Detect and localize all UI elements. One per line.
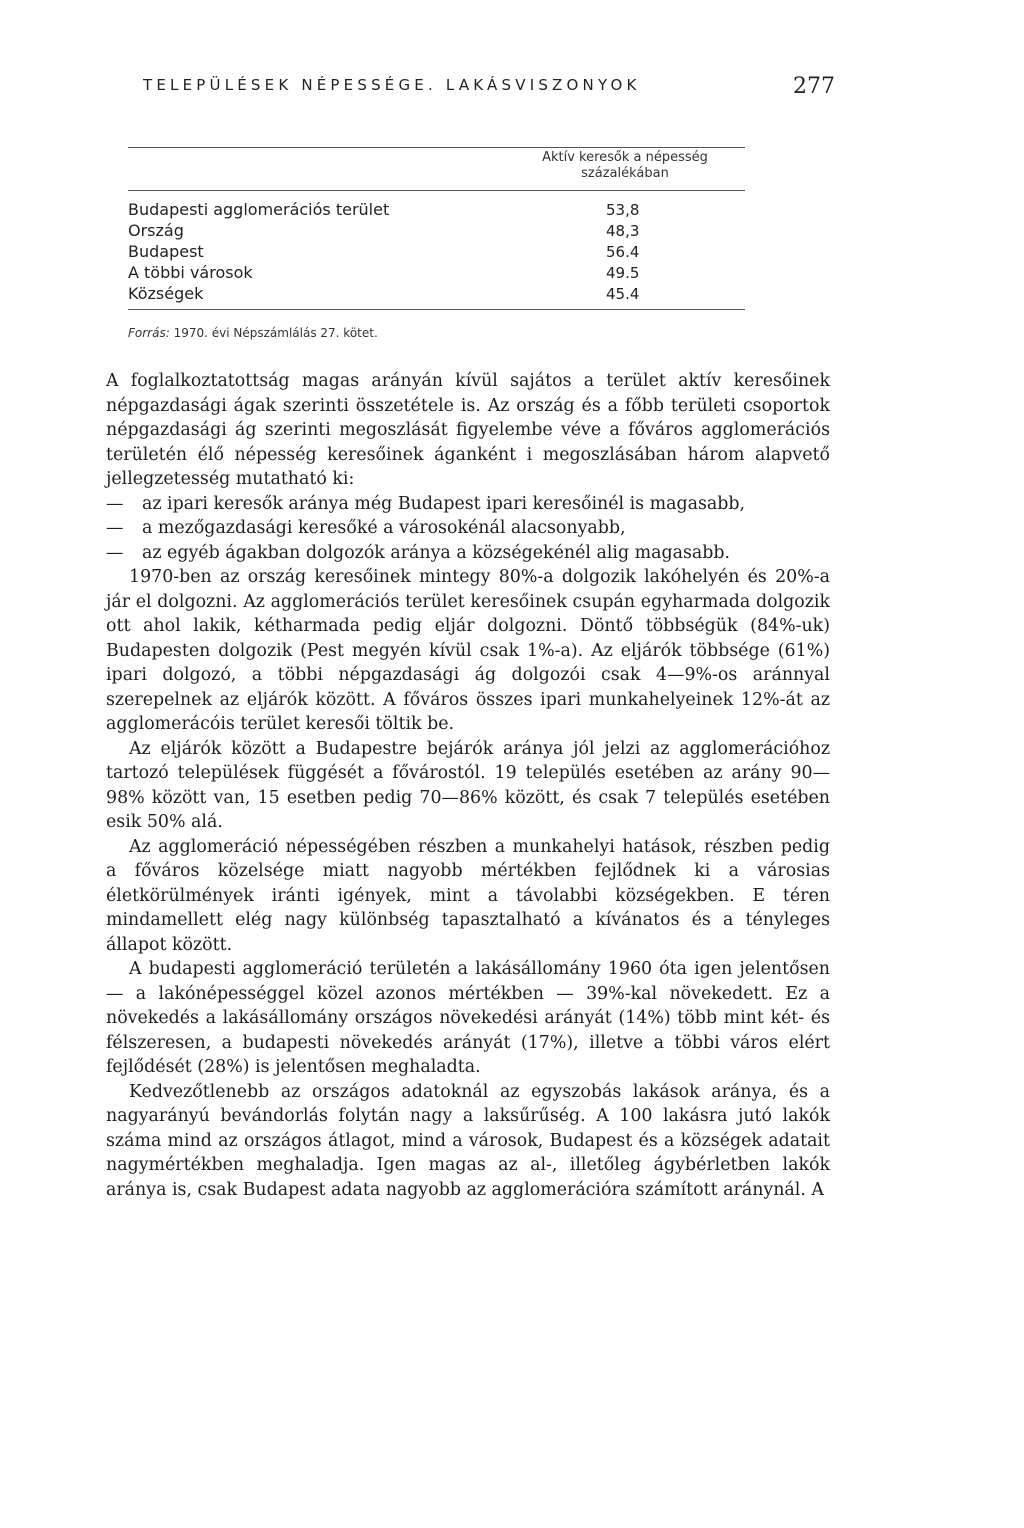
paragraph: A budapesti agglomeráció területén a lakásállomány 1960 óta igen jelentősen — a lakónépességgel közel azonos mértékben — 39%-kal növekedett. Ez a növekedés a lakásállomány országos növekedési arányát (14%) több mint két- és félszeresen, a budapesti növekedés arányát (17%), illetve a többi város elért fejlődését (28%) is jelentősen meghaladta.: [106, 959, 830, 1077]
paragraph: Kedvezőtlenebb az országos adatoknál az egyszobás lakások aránya, és a nagyarányú bevándorlás folytán nagy a laksűrűség. A 100 lakásra jutó lakók száma mind az országos átlagot, mind a városok, Budapest és a községek adatait nagymértékben meghaladja. Igen magas az al-, illetőleg ágybérletben lakók aránya is, csak Budapest adata nagyobb az agglomerációra számított aránynál. A: [106, 1081, 830, 1200]
running-title: TELEPÜLÉSEK NÉPESSÉGE. LAKÁSVISZONYOK: [143, 76, 641, 94]
table-source-note: [128, 326, 378, 340]
table-top-rule: [128, 147, 745, 148]
table-row-value: 53,8: [606, 201, 640, 219]
table-row-value: 49.5: [606, 264, 640, 282]
table-row-value: 45.4: [606, 285, 640, 303]
bullet-text: a mezőgazdasági keresőké a városokénál alacsonyabb,: [142, 518, 626, 538]
bullet-item: [106, 516, 830, 541]
table-row-label: A többi városok: [128, 263, 253, 282]
page-number: 277: [793, 74, 835, 99]
bullet-item: [106, 492, 830, 517]
paragraph: 1970-ben az ország keresőinek mintegy 80%-a dolgozik lakóhelyén és 20%-a jár el dolgozni. Az agglomerációs terület keresőinek csupán egyharmada dolgozik ott ahol lakik, kétharmada pedig eljár dolgozni. Döntő többségük (84%-uk) Budapesten dolgozik (Pest megyén kívül csak 1%-a). Az eljárók többsége (61%) ipari dolgozó, a többi népgazdasági ág dolgozói csak 4—9%-os aránnyal szerepelnek az eljárók között. A főváros összes ipari munkahelyeinek 12%-át az agglomerácóis terület keresői töltik be.: [106, 567, 830, 734]
bullet-text: az egyéb ágakban dolgozók aránya a községekénél alig magasabb.: [142, 542, 731, 563]
dash-marker: —: [106, 518, 124, 538]
table-row-value: 48,3: [606, 222, 640, 240]
body-text: [106, 369, 830, 1202]
table-row-label: Községek: [128, 284, 204, 303]
table-row-label: Ország: [128, 221, 184, 240]
table-column-header: Aktív keresők a népesség százalékában: [542, 150, 708, 181]
dash-marker: —: [106, 542, 124, 563]
table-row-label: Budapesti agglomerációs terület: [128, 200, 390, 219]
bullet-item: [106, 541, 830, 566]
paragraph: A foglalkoztatottság magas arányán kívül sajátos a terület aktív keresőinek népgazdasági ágak szerinti összetétele is. Az ország és a főbb területi csoportok népgazdasági ág szerinti megoszlását figyelembe véve a főváros agglomerációs területén élő népesség keresőinek áganként i megoszlásában három alapvető jellegzetesség mutatható ki:: [106, 371, 830, 489]
table-row-value: 56.4: [606, 243, 640, 261]
table-bottom-rule: [128, 309, 745, 310]
paragraph: Az agglomeráció népességében részben a munkahelyi hatások, részben pedig a főváros közelsége miatt nagyobb mértékben fejlődnek ki a városias életkörülmények iránti igények, mint a távolabbi községekben. E téren mindamellett elég nagy különbség tapasztalható a kívánatos és a tényleges állapot között.: [106, 836, 830, 955]
dash-marker: —: [106, 493, 124, 514]
table-row-label: Budapest: [128, 242, 204, 261]
bullet-text: az ipari keresők aránya még Budapest ipari keresőinél is magasabb,: [142, 493, 746, 514]
paragraph: Az eljárók között a Budapestre bejárók aránya jól jelzi az agglomerációhoz tartozó települések függését a fővárostól. 19 település esetében az arány 90—98% között van, 15 esetben pedig 70—86% között, és csak 7 település esetében esik 50% alá.: [106, 738, 830, 832]
source-label: Forrás:: [128, 326, 170, 340]
source-text: 1970. évi Népszámlálás 27. kötet.: [173, 326, 378, 340]
table-header-rule: [128, 190, 745, 191]
